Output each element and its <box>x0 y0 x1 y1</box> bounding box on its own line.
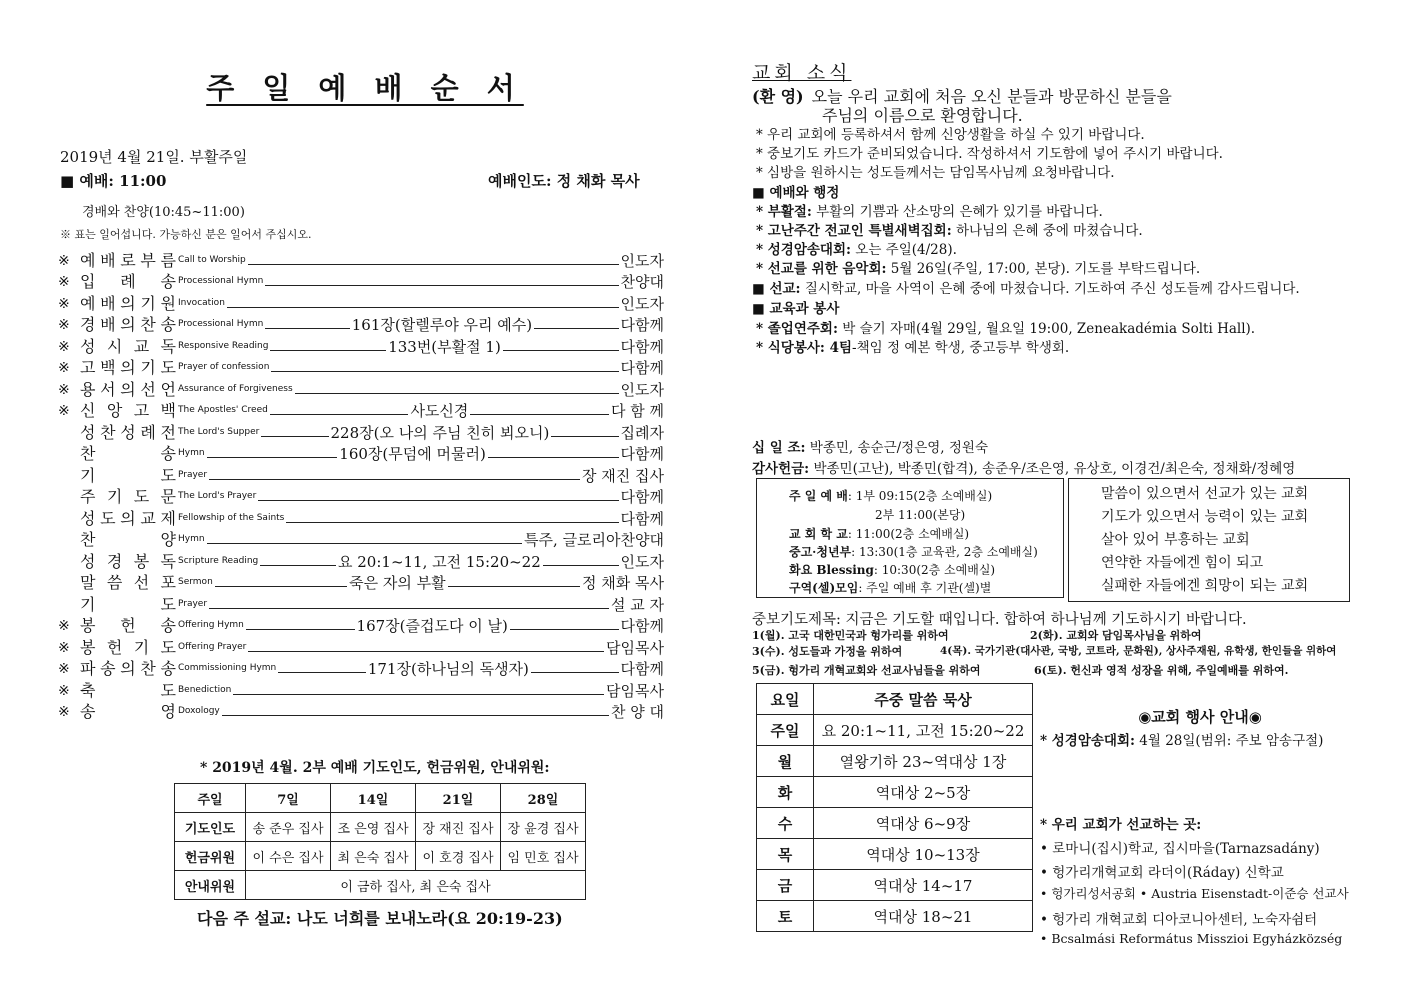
news-item <box>756 257 1200 277</box>
order-detail: 요 20:1~11, 고전 15:20~22 <box>338 552 541 571</box>
duty-cell: 이 금하 집사, 최 은숙 집사 <box>246 871 586 900</box>
order-officiant: 다함께 <box>620 316 665 334</box>
thanks-offering-list <box>752 457 1295 477</box>
order-officiant: 다함께 <box>620 359 664 377</box>
order-name-text: 봉 헌 송 <box>80 616 176 635</box>
order-english: Sermon <box>178 577 213 587</box>
duty-row-label: 헌금위원 <box>175 842 246 871</box>
order-name-text: 용 서 의 선 언 <box>80 379 176 399</box>
order-leader-line <box>215 586 347 587</box>
order-officiant: 다함께 <box>620 337 665 356</box>
prayer-item: 2(화). 교회와 담임목사님을 위하여 <box>1030 629 1202 642</box>
order-name <box>80 617 176 635</box>
order-officiant: 인도자 <box>620 294 664 313</box>
news-item <box>756 317 1255 337</box>
order-of-worship <box>58 248 664 721</box>
order-leader-line <box>270 350 386 351</box>
order-officiant: 집례자 <box>620 423 664 442</box>
duty-cell: 송 준우 집사 <box>246 813 331 842</box>
worship-order-row <box>58 313 664 335</box>
order-mark: ※ <box>58 317 70 333</box>
motto-line: 실패한 자들에겐 희망이 되는 교회 <box>1101 578 1309 594</box>
order-english: The Lord's Supper <box>178 426 260 437</box>
bulletin-title: 주 일 예 배 순 서 <box>206 71 524 105</box>
order-leader-line <box>222 715 609 716</box>
news-item <box>756 200 1103 220</box>
news-item <box>756 336 1069 356</box>
duty-cell: 이 수은 집사 <box>246 842 331 871</box>
order-leader-line <box>510 629 619 630</box>
schedule-label: 주 일 예 배 <box>789 489 848 503</box>
order-leader-line <box>278 672 366 673</box>
news-item-label: * 졸업연주회: <box>756 321 838 337</box>
order-name-text: 찬 송 <box>80 444 176 463</box>
church-motto-box <box>1068 478 1350 602</box>
duty-row-label: 안내위원 <box>175 871 246 900</box>
news-item <box>756 238 957 258</box>
order-name <box>80 424 176 442</box>
order-officiant: 인도자 <box>620 380 664 399</box>
order-detail: 사도신경 <box>410 402 469 420</box>
order-english: Prayer of confession <box>178 362 270 372</box>
prayer-item: 5(금). 헝가리 개혁교회와 선교사님들을 위하여 <box>752 664 981 677</box>
prayer-item: 4(목). 국가기관(대사관, 국방, 코트라, 문화원), 상사주재원, 유학생, 한인들을 위하여 <box>940 645 1337 657</box>
prayer-item: 3(수). 성도들과 가정을 위하여 <box>752 645 903 658</box>
weekly-meditation-table <box>756 683 1033 932</box>
duty-cell: 장 윤경 집사 <box>501 813 586 842</box>
order-english: Responsive Reading <box>178 340 269 351</box>
meditation-day: 화 <box>757 777 814 808</box>
order-leader-line <box>261 436 328 437</box>
news-item-text: 5월 26일(주일, 17:00, 본당). 기도를 부탁드립니다. <box>886 261 1201 277</box>
order-officiant: 담임목사 <box>606 681 664 700</box>
order-name-text: 예 배 의 기 원 <box>80 293 176 313</box>
order-name-text: 성 경 봉 독 <box>80 551 176 571</box>
order-name <box>80 488 176 506</box>
meditation-day: 월 <box>757 746 814 777</box>
worship-order-row <box>58 334 664 356</box>
next-sermon: 다음 주 설교: 나도 너희를 보내노라(요 20:19-23) <box>197 909 563 928</box>
order-leader-line <box>248 264 619 265</box>
order-leader-line <box>270 414 409 415</box>
meditation-row <box>757 901 1033 932</box>
order-officiant: 다함께 <box>620 445 665 463</box>
order-leader-line <box>543 565 619 566</box>
order-name <box>80 316 176 334</box>
welcome-text: 오늘 우리 교회에 처음 오신 분들과 방문하신 분들을 <box>811 87 1172 106</box>
order-name <box>80 660 176 678</box>
meditation-text: 역대상 18~21 <box>814 901 1033 932</box>
motto-line: 살아 있어 부흥하는 교회 <box>1101 532 1250 548</box>
meditation-text: 역대상 10~13장 <box>814 839 1033 870</box>
order-mark: ※ <box>58 639 70 656</box>
order-leader-line <box>227 307 619 308</box>
worship-order-row <box>58 571 664 593</box>
schedule-text: : 1부 09:15(2층 소예배실) <box>847 489 993 503</box>
duty-header-cell: 7일 <box>246 784 331 813</box>
order-name <box>80 574 176 592</box>
order-name-text: 파 송 의 찬 송 <box>80 659 176 678</box>
order-leader-line <box>260 565 336 566</box>
order-name-text: 봉 헌 기 도 <box>80 637 176 657</box>
news-item-text: 하나님의 은혜 중에 마쳤습니다. <box>951 223 1143 239</box>
order-english: Scripture Reading <box>178 555 259 566</box>
duty-cell: 임 민호 집사 <box>501 842 586 871</box>
schedule-row <box>789 487 992 504</box>
meditation-day: 목 <box>757 839 814 870</box>
order-name <box>80 682 176 700</box>
worship-order-row <box>58 614 664 636</box>
order-officiant: 인도자 <box>620 552 664 571</box>
worship-order-row <box>58 700 664 722</box>
stand-note: ※ 표는 일어섭니다. 가능하신 분은 일어서 주십시오. <box>60 228 312 241</box>
news-item-text: 오는 주일(4/28). <box>851 242 957 258</box>
meditation-row <box>757 870 1033 901</box>
mission-place: • 헝가리 개혁교회 디아코니아센터, 노숙자쉼터 <box>1040 912 1318 928</box>
schedule-text: : 10:30(2층 소예배실) <box>873 563 996 577</box>
order-name <box>80 252 176 270</box>
order-name <box>80 402 176 420</box>
order-leader-line <box>209 479 580 480</box>
order-name-text: 기 도 <box>80 594 176 614</box>
order-leader-line <box>233 694 604 695</box>
order-english: Hymn <box>178 448 205 458</box>
order-name <box>80 273 176 291</box>
duty-row <box>175 842 586 871</box>
duty-cell: 장 재진 집사 <box>416 813 501 842</box>
order-english: Call to Worship <box>178 254 246 265</box>
order-name <box>80 359 176 377</box>
tithe-names: 박종민, 송순근/정은영, 정원숙 <box>805 440 989 456</box>
prayer-topics-title: 중보기도제목: 지금은 기도할 때입니다. 합하여 하나님께 기도하시기 바랍니다. <box>752 612 1247 628</box>
worship-order-row <box>58 377 664 399</box>
order-detail: 228장(오 나의 주님 친히 뵈오니) <box>330 423 550 442</box>
worship-order-row <box>58 528 664 550</box>
news-item-label: * 부활절: <box>756 204 812 220</box>
order-detail: 133번(부활절 1) <box>388 337 501 356</box>
order-name-text: 송 영 <box>80 702 176 721</box>
meditation-text: 열왕기하 23~역대상 1장 <box>814 746 1033 777</box>
order-mark: ※ <box>58 252 70 269</box>
mission-news-text: 질시학교, 마을 사역이 은혜 중에 마쳤습니다. 기도하여 주신 성도들께 감사드립니다. <box>800 281 1300 297</box>
order-detail: 죽은 자의 부활 <box>349 574 446 592</box>
order-mark: ※ <box>58 274 70 290</box>
duty-header-cell: 21일 <box>416 784 501 813</box>
worship-order-row <box>58 463 664 485</box>
order-detail: 161장(할렐루야 우리 예수) <box>351 316 533 334</box>
prelude-praise: 경배와 찬양(10:45~11:00) <box>82 205 245 220</box>
prayer-item: 6(토). 헌신과 영적 성장을 위해, 주일예배를 위하여. <box>1034 664 1289 677</box>
worship-order-row <box>58 248 664 270</box>
schedule-row <box>789 543 1038 560</box>
schedule-row <box>789 579 991 596</box>
order-officiant: 인도자 <box>620 251 664 270</box>
order-leader-line <box>286 522 618 523</box>
meditation-row <box>757 715 1033 746</box>
thanks-label: 감사헌금: <box>752 461 810 477</box>
order-name-text: 기 도 <box>80 465 176 485</box>
order-mark: ※ <box>58 661 70 677</box>
service-date: 2019년 4월 21일. 부활주일 <box>60 148 248 166</box>
schedule-label: 구역(셀)모임 <box>789 581 859 595</box>
thanks-names: 박종민(고난), 박종민(합격), 송준우/조은영, 유상호, 이경건/최은숙, 정채화/정혜영 <box>809 461 1296 477</box>
order-leader-line <box>265 328 349 329</box>
schedule-label: 중고·청년부 <box>789 545 852 559</box>
order-leader-line <box>534 328 618 329</box>
order-english: Hymn <box>178 534 205 544</box>
order-name-text: 입 례 송 <box>80 272 176 291</box>
meditation-row <box>757 839 1033 870</box>
worship-order-row <box>58 399 664 421</box>
meditation-header-row <box>757 684 1033 715</box>
order-mark: ※ <box>58 682 70 699</box>
order-detail: 171장(하나님의 독생자) <box>367 660 529 678</box>
worship-order-row <box>58 635 664 657</box>
order-english: Invocation <box>178 297 225 308</box>
order-name <box>80 467 176 485</box>
duty-header-cell: 14일 <box>331 784 416 813</box>
duty-cell: 이 호경 집사 <box>416 842 501 871</box>
schedule-text: 2부 11:00(본당) <box>875 508 966 522</box>
worship-order-row <box>58 657 664 679</box>
schedule-text: : 13:30(1층 교육관, 2층 소예배실) <box>851 545 1038 559</box>
news-item-text: -책임 정 예본 학생, 중고등부 학생회. <box>852 340 1070 356</box>
order-name <box>80 295 176 313</box>
order-leader-line <box>488 457 619 458</box>
order-english: Prayer <box>178 598 208 609</box>
duty-header-row <box>175 784 586 813</box>
worship-order-row <box>58 356 664 378</box>
schedule-label: 교 회 학 교 <box>789 527 848 541</box>
order-leader-line <box>265 285 618 286</box>
order-officiant: 다 함 께 <box>611 402 665 420</box>
order-mark: ※ <box>58 295 70 312</box>
meditation-day: 토 <box>757 901 814 932</box>
order-english: Processional Hymn <box>178 319 264 329</box>
worship-time: ■ 예배: 11:00 <box>60 172 167 190</box>
mission-place: • 로마니(집시)학교, 집시마을(Tarnazsadány) <box>1040 841 1320 857</box>
order-officiant: 다함께 <box>620 488 664 506</box>
schedule-text: : 주일 예배 후 기관(셀)별 <box>858 581 992 595</box>
welcome-line-2: 주님의 이름으로 환영합니다. <box>822 106 1023 125</box>
meditation-header-cell: 주중 말씀 묵상 <box>814 684 1033 715</box>
tithe-label: 십 일 조: <box>752 440 806 456</box>
order-mark: ※ <box>58 338 70 355</box>
order-name-text: 찬 양 <box>80 530 176 549</box>
motto-line: 말씀이 있으면서 선교가 있는 교회 <box>1101 486 1309 502</box>
order-officiant: 담임목사 <box>606 638 664 657</box>
duty-roster-title: * 2019년 4월. 2부 예배 기도인도, 헌금위원, 안내위원: <box>200 760 550 776</box>
order-name-text: 축 도 <box>80 680 176 700</box>
order-name-text: 주 기 도 문 <box>80 487 176 506</box>
order-name-text: 신 앙 고 백 <box>80 401 176 420</box>
order-name-text: 성 도 의 교 제 <box>80 508 176 528</box>
event-label: * 성경암송대회: <box>1040 733 1135 749</box>
order-leader-line <box>271 371 618 372</box>
duty-row-label: 기도인도 <box>175 813 246 842</box>
schedule-row <box>875 506 965 523</box>
order-officiant: 다함께 <box>620 617 665 635</box>
order-name <box>80 639 176 657</box>
duty-row <box>175 871 586 900</box>
mission-place: • 헝가리성서공회 • Austria Eisenstadt-이준승 선교사 <box>1040 886 1349 901</box>
order-officiant: 찬 양 대 <box>610 703 664 721</box>
order-leader-line <box>207 543 522 544</box>
mission-place: • 헝가리개혁교회 라더이(Ráday) 신학교 <box>1040 865 1284 881</box>
order-leader-line <box>209 608 609 609</box>
worship-order-row <box>58 420 664 442</box>
order-mark: ※ <box>58 360 70 376</box>
order-english: Benediction <box>178 684 232 695</box>
order-english: Offering Prayer <box>178 641 247 652</box>
order-english: Fellowship of the Saints <box>178 512 285 523</box>
schedule-label: 화요 Blessing <box>789 563 874 577</box>
mission-place: • Bcsalmási Református Misszioi Egyházközség <box>1040 931 1343 946</box>
worship-order-row <box>58 291 664 313</box>
duty-roster-table <box>174 783 586 900</box>
worship-order-row <box>58 678 664 700</box>
order-name-text: 경 배 의 찬 송 <box>80 315 176 334</box>
order-name <box>80 531 176 549</box>
order-leader-line <box>531 672 619 673</box>
worship-order-row <box>58 485 664 507</box>
order-english: Assurance of Forgiveness <box>178 383 293 394</box>
order-english: Doxology <box>178 706 220 716</box>
news-item-text: 부활의 기쁨과 산소망의 은혜가 있기를 바랍니다. <box>811 204 1103 220</box>
order-english: Offering Hymn <box>178 620 244 630</box>
order-officiant: 특주, 글로리아찬양대 <box>524 531 664 549</box>
order-detail: 160장(무덤에 머물러) <box>339 445 486 463</box>
order-name <box>80 596 176 614</box>
duty-header-cell: 주일 <box>175 784 246 813</box>
worship-leader: 예배인도: 정 채화 목사 <box>488 172 640 190</box>
news-item-text: 박 슬기 자매(4월 29일, 월요일 19:00, Zeneakadémia Solti Hall). <box>837 321 1256 337</box>
church-news-title: 교회 소식 <box>752 62 852 84</box>
order-officiant: 장 재진 집사 <box>582 466 664 485</box>
worship-order-row <box>58 592 664 614</box>
news-item-label: * 식당봉사: 4팀 <box>756 340 853 356</box>
news-item <box>756 219 1143 239</box>
duty-header-cell: 28일 <box>501 784 586 813</box>
order-leader-line <box>551 436 618 437</box>
meditation-day: 금 <box>757 870 814 901</box>
motto-line: 기도가 있으면서 능력이 있는 교회 <box>1101 509 1309 525</box>
duty-cell: 최 은숙 집사 <box>331 842 416 871</box>
duty-row <box>175 813 586 842</box>
meditation-row <box>757 808 1033 839</box>
schedule-row <box>789 525 969 542</box>
order-detail: 167장(즐겁도다 이 날) <box>356 617 508 635</box>
meditation-day: 주일 <box>757 715 814 746</box>
order-leader-line <box>207 457 338 458</box>
meditation-row <box>757 746 1033 777</box>
meditation-text: 역대상 6~9장 <box>814 808 1033 839</box>
order-leader-line <box>248 651 604 652</box>
order-name <box>80 445 176 463</box>
order-officiant: 정 채화 목사 <box>582 574 665 592</box>
welcome-item: * 우리 교회에 등록하셔서 함께 신앙생활을 하실 수 있기 바랍니다. <box>756 127 1145 143</box>
church-events-title: ◉교회 행사 안내◉ <box>1138 708 1262 726</box>
worship-order-row <box>58 549 664 571</box>
tithe-list <box>752 436 988 456</box>
order-name <box>80 338 176 356</box>
order-english: Prayer <box>178 469 208 480</box>
order-name-text: 성 찬 성 례 전 <box>80 422 176 442</box>
order-leader-line <box>258 500 618 501</box>
news-item-label: * 고난주간 전교인 특별새벽집회: <box>756 223 952 239</box>
prayer-item: 1(월). 고국 대한민국과 헝가리를 위하여 <box>752 629 949 642</box>
order-english: Commissioning Hymn <box>178 663 277 673</box>
worship-order-row <box>58 270 664 292</box>
mission-news-label: ■ 선교: <box>752 281 801 297</box>
meditation-day: 수 <box>757 808 814 839</box>
order-name <box>80 510 176 528</box>
order-mark: ※ <box>58 618 70 634</box>
schedule-text: : 11:00(2층 소예배실) <box>847 527 970 541</box>
order-mark: ※ <box>58 381 70 398</box>
order-officiant: 찬양대 <box>620 273 664 291</box>
order-leader-line <box>448 586 580 587</box>
order-mark: ※ <box>58 403 70 419</box>
order-english: The Apostles' Creed <box>178 405 268 415</box>
event-text: 4월 28일(범위: 주보 암송구절) <box>1135 733 1324 749</box>
order-name <box>80 703 176 721</box>
worship-order-row <box>58 506 664 528</box>
meditation-header-cell: 요일 <box>757 684 814 715</box>
order-name-text: 말 씀 선 포 <box>80 573 176 592</box>
mission-news <box>752 277 1300 297</box>
duty-cell: 조 은영 집사 <box>331 813 416 842</box>
order-name-text: 성 시 교 독 <box>80 336 176 356</box>
mission-places-title: * 우리 교회가 선교하는 곳: <box>1040 817 1202 833</box>
order-english: Processional Hymn <box>178 276 264 286</box>
news-item-label: * 선교를 위한 음악회: <box>756 261 887 277</box>
order-leader-line <box>503 350 619 351</box>
meditation-text: 요 20:1~11, 고전 15:20~22 <box>814 715 1033 746</box>
order-leader-line <box>295 393 619 394</box>
worship-order-row <box>58 442 664 464</box>
order-officiant: 다함께 <box>620 660 664 678</box>
order-mark: ※ <box>58 704 70 720</box>
news-item-label: * 성경암송대회: <box>756 242 851 258</box>
welcome-item: * 중보기도 카드가 준비되었습니다. 작성하셔서 기도함에 넣어 주시기 바랍니다. <box>756 146 1223 162</box>
order-name-text: 고 백 의 기 도 <box>80 358 176 377</box>
order-name <box>80 553 176 571</box>
order-english: The Lord's Prayer <box>178 491 257 501</box>
schedule-row <box>789 561 995 578</box>
section-education-service: ■ 교육과 봉사 <box>752 301 840 317</box>
order-name-text: 예 배 로 부 름 <box>80 250 176 270</box>
meditation-row <box>757 777 1033 808</box>
welcome-label: (환 영) <box>752 87 804 106</box>
order-leader-line <box>470 414 609 415</box>
order-officiant: 설 교 자 <box>610 595 664 614</box>
order-leader-line <box>246 629 355 630</box>
meditation-text: 역대상 14~17 <box>814 870 1033 901</box>
schedule-box <box>756 478 1064 598</box>
order-name <box>80 381 176 399</box>
event-item <box>1040 729 1323 749</box>
motto-line: 연약한 자들에겐 힘이 되고 <box>1101 555 1264 571</box>
meditation-text: 역대상 2~5장 <box>814 777 1033 808</box>
welcome-item: * 심방을 원하시는 성도들께서는 담임목사님께 요청바랍니다. <box>756 165 1115 181</box>
section-worship-admin: ■ 예배와 행정 <box>752 185 840 201</box>
order-officiant: 다함께 <box>620 509 664 528</box>
